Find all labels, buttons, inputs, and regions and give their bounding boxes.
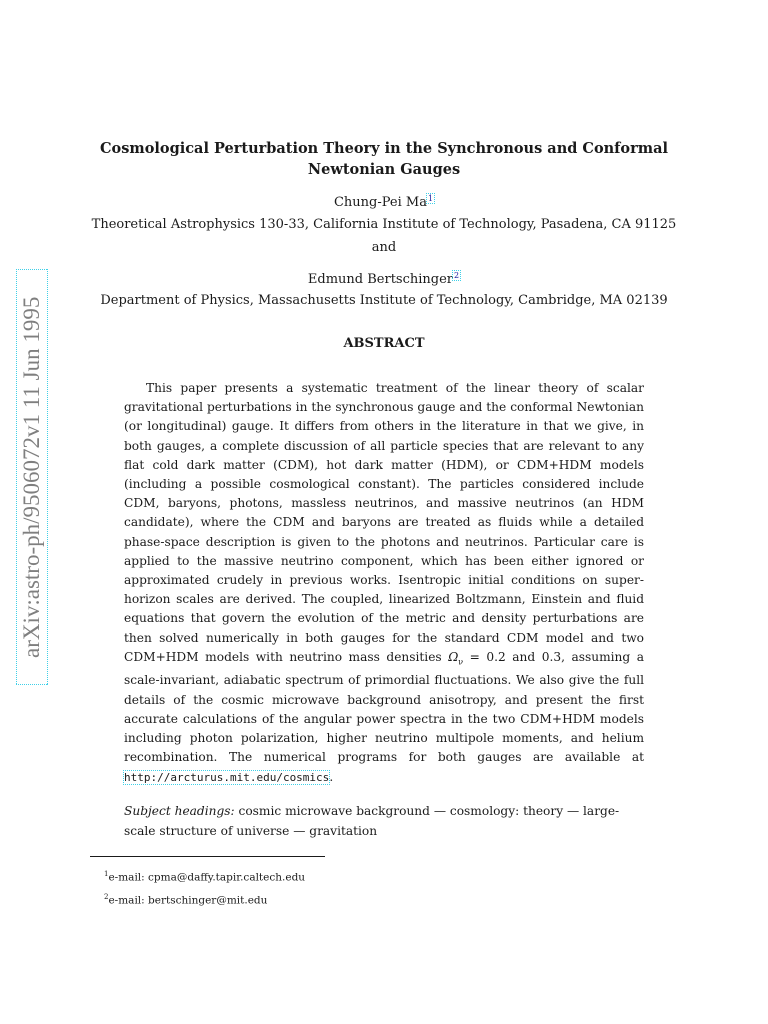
and-separator: and	[371, 240, 397, 255]
subject-headings-label: Subject headings:	[124, 804, 235, 818]
abstract-heading: ABSTRACT	[343, 336, 425, 351]
abstract-text	[124, 379, 644, 787]
footnote-1-mark: 1	[104, 870, 109, 878]
arxiv-identifier-stamp[interactable]: arXiv:astro-ph/9506072v1 11 Jun 1995	[15, 268, 49, 686]
abstract-text-part2: = 0.2 and 0.3, assuming a scale-invariant, adiabatic spectrum of primordial fluctuations. We also give the full details of the cosmic microwave background anisotropy, and present the first accurate calculations of the angular power spectra in the two CDM+HDM models including photon polarization, higher neutrino multipole moments, and helium recombination. The numerical programs for both gauges are available at	[124, 649, 644, 765]
author-1	[60, 195, 708, 211]
omega-symbol: Ω	[448, 649, 459, 664]
author-2-footnote-link[interactable]: 2	[454, 270, 460, 280]
paper-title: Cosmological Perturbation Theory in the Synchronous and Conformal Newtonian Gauges	[100, 140, 668, 178]
subject-headings	[124, 801, 644, 841]
footnote-2-text: e-mail: bertschinger@mit.edu	[108, 894, 268, 907]
footnote-1	[104, 867, 664, 885]
subject-headings-text: cosmic microwave background — cosmology: theory — large-scale structure of universe — gravitation	[124, 804, 620, 838]
author-1-name: Chung-Pei Ma	[333, 195, 427, 210]
author-2-name: Edmund Bertschinger	[307, 272, 453, 287]
author-2	[60, 272, 708, 288]
footnote-2	[104, 890, 664, 908]
footnote-rule	[90, 856, 325, 857]
footnote-2-mark: 2	[104, 893, 109, 901]
abstract-text-end: .	[329, 769, 334, 784]
footnote-1-text: e-mail: cpma@daffy.tapir.caltech.edu	[108, 871, 306, 884]
omega-subscript: ν	[458, 657, 464, 667]
cosmics-url-link[interactable]: http://arcturus.mit.edu/cosmics	[124, 770, 330, 784]
author-2-affiliation: Department of Physics, Massachusetts Institute of Technology, Cambridge, MA 02139	[100, 293, 668, 308]
abstract-text-part1: This paper presents a systematic treatment of the linear theory of scalar gravitational perturbations in the synchronous gauge and the conformal Newtonian (or longitudinal) gauge. It differs from others in the literature in that we give, in both gauges, a complete discussion of all particle species that are relevant to any flat cold dark matter (CDM), hot dark matter (HDM), or CDM+HDM models (including a possible cosmological constant). The particles considered include CDM, baryons, photons, massless neutrinos, and massive neutrinos (an HDM candidate), where the CDM and baryons are treated as fluids while a detailed phase-space description is given to the photons and neutrinos. Particular care is applied to the massive neutrino component, which has been either ignored or approximated crudely in previous works. Isentropic initial conditions on super-horizon scales are derived. The coupled, linearized Boltzmann, Einstein and fluid equations that govern the evolution of the metric and density perturbations are then solved numerically in both gauges for the standard CDM model and two CDM+HDM models with neutrino mass densities	[124, 381, 644, 664]
author-1-affiliation: Theoretical Astrophysics 130-33, California Institute of Technology, Pasadena, CA 91125	[91, 217, 677, 232]
author-1-footnote-link[interactable]: 1	[427, 193, 434, 203]
